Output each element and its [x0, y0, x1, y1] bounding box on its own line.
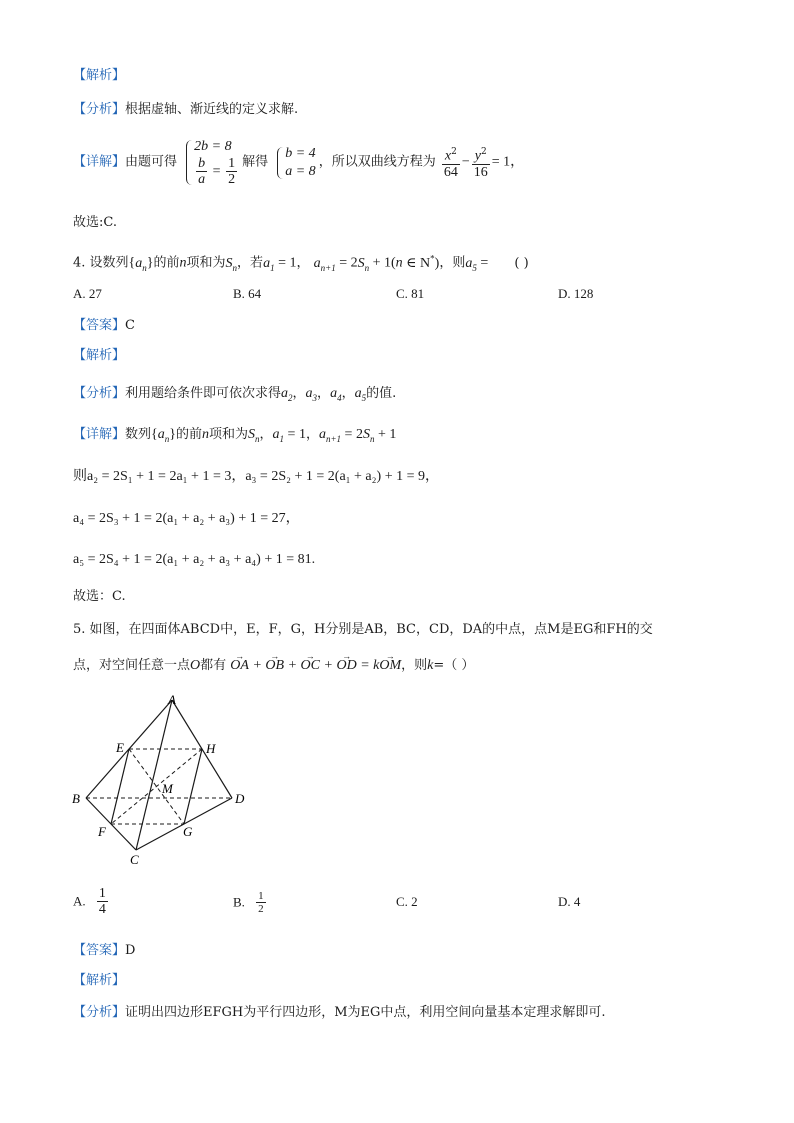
- label-c: C: [130, 852, 139, 867]
- q4-option-b: B. 64: [233, 286, 262, 301]
- q5-analysis: 【分析】证明出四边形EFGH为平行四边形，M为EG中点，利用空间向量基本定理求解即可.: [73, 1005, 606, 1020]
- q5-stem-line-1: 5. 如图，在四面体ABCD中，E，F，G，H分别是AB，BC，CD，DA的中点，点M是EG和FH的交: [73, 622, 653, 637]
- jiexi-tag-3: 【解析】: [73, 973, 126, 988]
- q4-detail: 【详解】数列$\{a_n\}$的前n项和为$S_n$，$a_1 = 1$，$a_{n+1} = 2S_n + 1$: [73, 427, 397, 444]
- q4-option-d: D. 128: [558, 286, 594, 301]
- jiexi-tag-2: 【解析】: [73, 348, 126, 363]
- q5-stem-line-2: 点，对空间任意一点O都有 → OA + → OB + → OC + → OD = k→ OM，则k=（ ）: [73, 656, 474, 676]
- q4-step-2: a₄ = 2S₃ + 1 = 2(a₁ + a₂ + a₃) + 1 = 27，: [73, 511, 300, 526]
- hyperbola-x-term: $\frac{x^2}{64}$: [443, 147, 458, 180]
- segment-hg: [184, 749, 202, 824]
- label-a: A: [168, 692, 176, 707]
- label-b: B: [72, 791, 80, 806]
- equation-system-1: 2b = 8 $\frac{b}{a}$ = $\frac{1}{2}$: [184, 138, 239, 187]
- q3-detail: 【详解】由题可得 2b = 8 $\frac{b}{a}$ = $\frac{1}{2}$ 解得 b = 4 a = 8 ，所以双曲线方程为 $\frac{x^2}{64}$ − $\frac{y^2}{16}$ = 1，: [73, 139, 525, 187]
- q4-stem: 4. 设数列$\{a_n\}$的前n项和为$S_n$，若$a_1 = 1$， $a_{n+1} = 2S_n + 1(n$ ∈ N*)，则$a_5$ = ( ): [73, 253, 529, 273]
- q5-option-c: C. 2: [396, 894, 418, 909]
- q4-answer: 【答案】C: [73, 318, 135, 333]
- q5-option-d: D. 4: [558, 894, 581, 909]
- q5-answer: 【答案】D: [73, 943, 136, 958]
- label-g: G: [183, 824, 193, 839]
- label-m: M: [162, 781, 173, 796]
- q4-step-1: 则a₂ = 2S₁ + 1 = 2a₁ + 1 = 3，a₃ = 2S₂ + 1 = 2(a₁ + a₂) + 1 = 9，: [73, 469, 439, 484]
- segment-ef: [111, 749, 129, 824]
- label-e: E: [116, 740, 124, 755]
- q5-option-b: B. $\frac{1}{2}$: [233, 890, 264, 915]
- edge-ac: [136, 700, 172, 850]
- q4-option-c: C. 81: [396, 286, 425, 301]
- tetrahedron-figure: [70, 690, 260, 870]
- q4-analysis: 【分析】利用题给条件即可依次求得$a_2$，$a_3$，$a_4$，$a_5$的值.: [73, 386, 397, 403]
- q4-option-a: A. 27: [73, 286, 102, 301]
- q3-analysis: 【分析】根据虚轴、渐近线的定义求解.: [73, 102, 299, 117]
- equation-system-2: b = 4 a = 8: [275, 145, 315, 181]
- jiexi-tag-1: 【解析】: [73, 68, 126, 83]
- label-f: F: [98, 824, 106, 839]
- label-h: H: [206, 741, 216, 756]
- q5-option-a: A. $\frac{1}{4}$: [73, 886, 106, 917]
- vector-equation: → OA + → OB + → OC + → OD = k→ OM: [230, 658, 401, 673]
- hyperbola-y-term: $\frac{y^2}{16}$: [473, 147, 488, 180]
- q3-choice: 故选:C.: [73, 215, 117, 230]
- diagonal-hf-hidden: [111, 749, 202, 824]
- q4-step-3: a₅ = 2S₄ + 1 = 2(a₁ + a₂ + a₃ + a₄) + 1 = 81.: [73, 552, 316, 567]
- q4-choice: 故选：C.: [73, 589, 126, 604]
- label-d: D: [235, 791, 245, 806]
